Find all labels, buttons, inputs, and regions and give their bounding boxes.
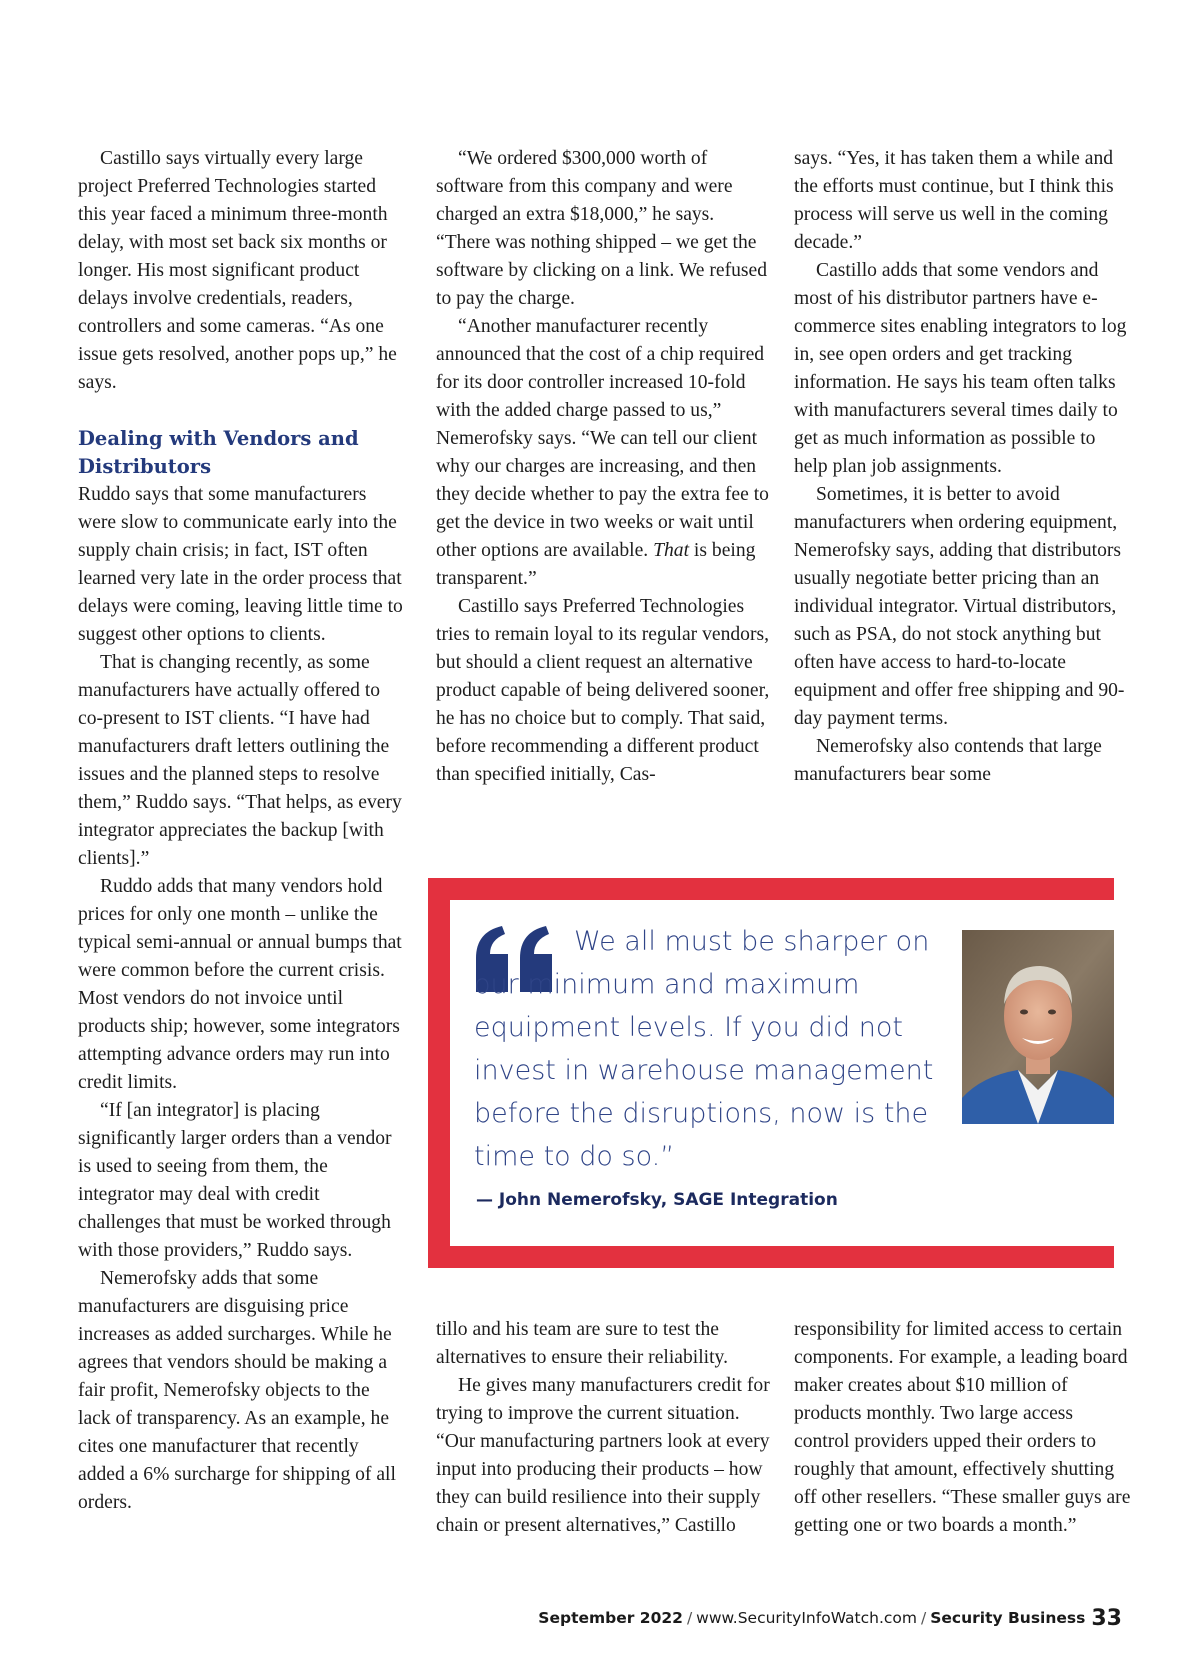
paragraph: Ruddo says that some manufacturers were slow to communicate early into the supply chain crisis; in fact, IST often learned very late in the order process that delays were coming, leaving little time to suggest other options to clients. [78, 484, 403, 645]
website-link[interactable]: www.SecurityInfoWatch.com [696, 1609, 917, 1627]
paragraph: Nemerofsky also contends that large manufacturers bear some [794, 736, 1102, 785]
paragraph: Castillo says virtually every large project Preferred Technologies started this year faced a minimum three-month delay, with most set back six months or longer. His most significant product delays involve credentials, readers, controllers and some cameras. “As one issue gets resolved, another pops up,” he says. [78, 148, 397, 393]
paragraph: tillo and his team are sure to test the alternatives to ensure their reliability. [436, 1319, 728, 1368]
pull-quote-body: We all must be sharper on our minimum and maximum equipment levels. If you did not invest in warehouse management before the disruptions, now is the time to do so.” [474, 926, 934, 1172]
pull-quote-text [474, 920, 954, 1178]
paragraph: Sometimes, it is better to avoid manufacturers when ordering equipment, Nemerofsky says, adding that distributors usually negotiate better pricing than an individual integrator. Virtual distributors, such as PSA, do not stock anything but often have access to hard-to-locate equipment and offer free shipping and 90-day payment terms. [794, 484, 1125, 729]
emphasis-text: That [653, 540, 690, 561]
article-column-1 [78, 145, 403, 1517]
page-number: 33 [1091, 1606, 1122, 1631]
paragraph-text: “Another manufacturer recently announced that the cost of a chip required for its door controller increased 10-fold with the added charge passed to us,” Nemerofsky says. “We can tell our client why our charges are increasing, and then they decide whether to pay the extra fee to get the device in two weeks or wait until other options are available. [436, 316, 769, 561]
paragraph: Ruddo adds that many vendors hold prices for only one month – unlike the typical semi-annual or annual bumps that were common before the current crisis. Most vendors do not invoice until products ship; however, some integrators attempting advance orders may run into credit limits. [78, 876, 402, 1093]
pull-quote-attribution: — John Nemerofsky, SAGE Integration [476, 1190, 838, 1210]
paragraph: “If [an integrator] is placing significantly larger orders than a vendor is used to seeing from them, the integrator may deal with credit challenges that must be worked through with those providers,” Ruddo says. [78, 1100, 392, 1261]
article-column-2-bottom [436, 1316, 771, 1540]
section-heading: Dealing with Vendors and Distributors [78, 427, 359, 478]
article-column-3-top [794, 145, 1132, 789]
paragraph: Castillo says Preferred Technologies tries to remain loyal to its regular vendors, but should a client request an alternative product capable of being delivered sooner, he has no choice but to comply. That said, before recommending a different product than specified initially, Cas- [436, 596, 770, 785]
paragraph: responsibility for limited access to certain components. For example, a leading board maker creates about $10 million of products monthly. Two large access control providers upped their orders to roughly that amount, effectively shutting off other resellers. “These smaller guys are getting one or two boards a month.” [794, 1319, 1131, 1536]
paragraph [436, 313, 771, 593]
article-column-2-top [436, 145, 771, 789]
paragraph: Castillo adds that some vendors and most of his distributor partners have e-commerce sites enabling integrators to log in, see open orders and get tracking information. He says his team often talks with manufacturers several times daily to get as much information as possible to help plan job assignments. [794, 260, 1127, 477]
page-footer: September 2022 / www.SecurityInfoWatch.com / Security Business 33 [538, 1606, 1122, 1631]
paragraph: He gives many manufacturers credit for trying to improve the current situation. “Our manufacturing partners look at every input into producing their products – how they can build resilience into their supply chain or present alternatives,” Castillo [436, 1375, 770, 1536]
magazine-name: Security Business [930, 1609, 1086, 1627]
paragraph: Nemerofsky adds that some manufacturers are disguising price increases as added surcharges. While he agrees that vendors should be making a fair profit, Nemerofsky objects to the lack of transparency. As an example, he cites one manufacturer that recently added a 6% surcharge for shipping of all orders. [78, 1268, 396, 1513]
paragraph: That is changing recently, as some manufacturers have actually offered to co-present to IST clients. “I have had manufacturers draft letters outlining the issues and the planned steps to resolve them,” Ruddo says. “That helps, as every integrator appreciates the backup [with clients].” [78, 652, 402, 869]
paragraph: says. “Yes, it has taken them a while and the efforts must continue, but I think this process will serve us well in the coming decade.” [794, 148, 1114, 253]
portrait-photo [962, 930, 1114, 1124]
paragraph: “We ordered $300,000 worth of software from this company and were charged an extra $18,000,” he says. “There was nothing shipped – we get the software by clicking on a link. We refused to pay the charge. [436, 148, 768, 309]
article-column-3-bottom [794, 1316, 1132, 1540]
paragraph-text: is being transparent.” [436, 540, 756, 589]
issue-date: September 2022 [538, 1609, 683, 1627]
